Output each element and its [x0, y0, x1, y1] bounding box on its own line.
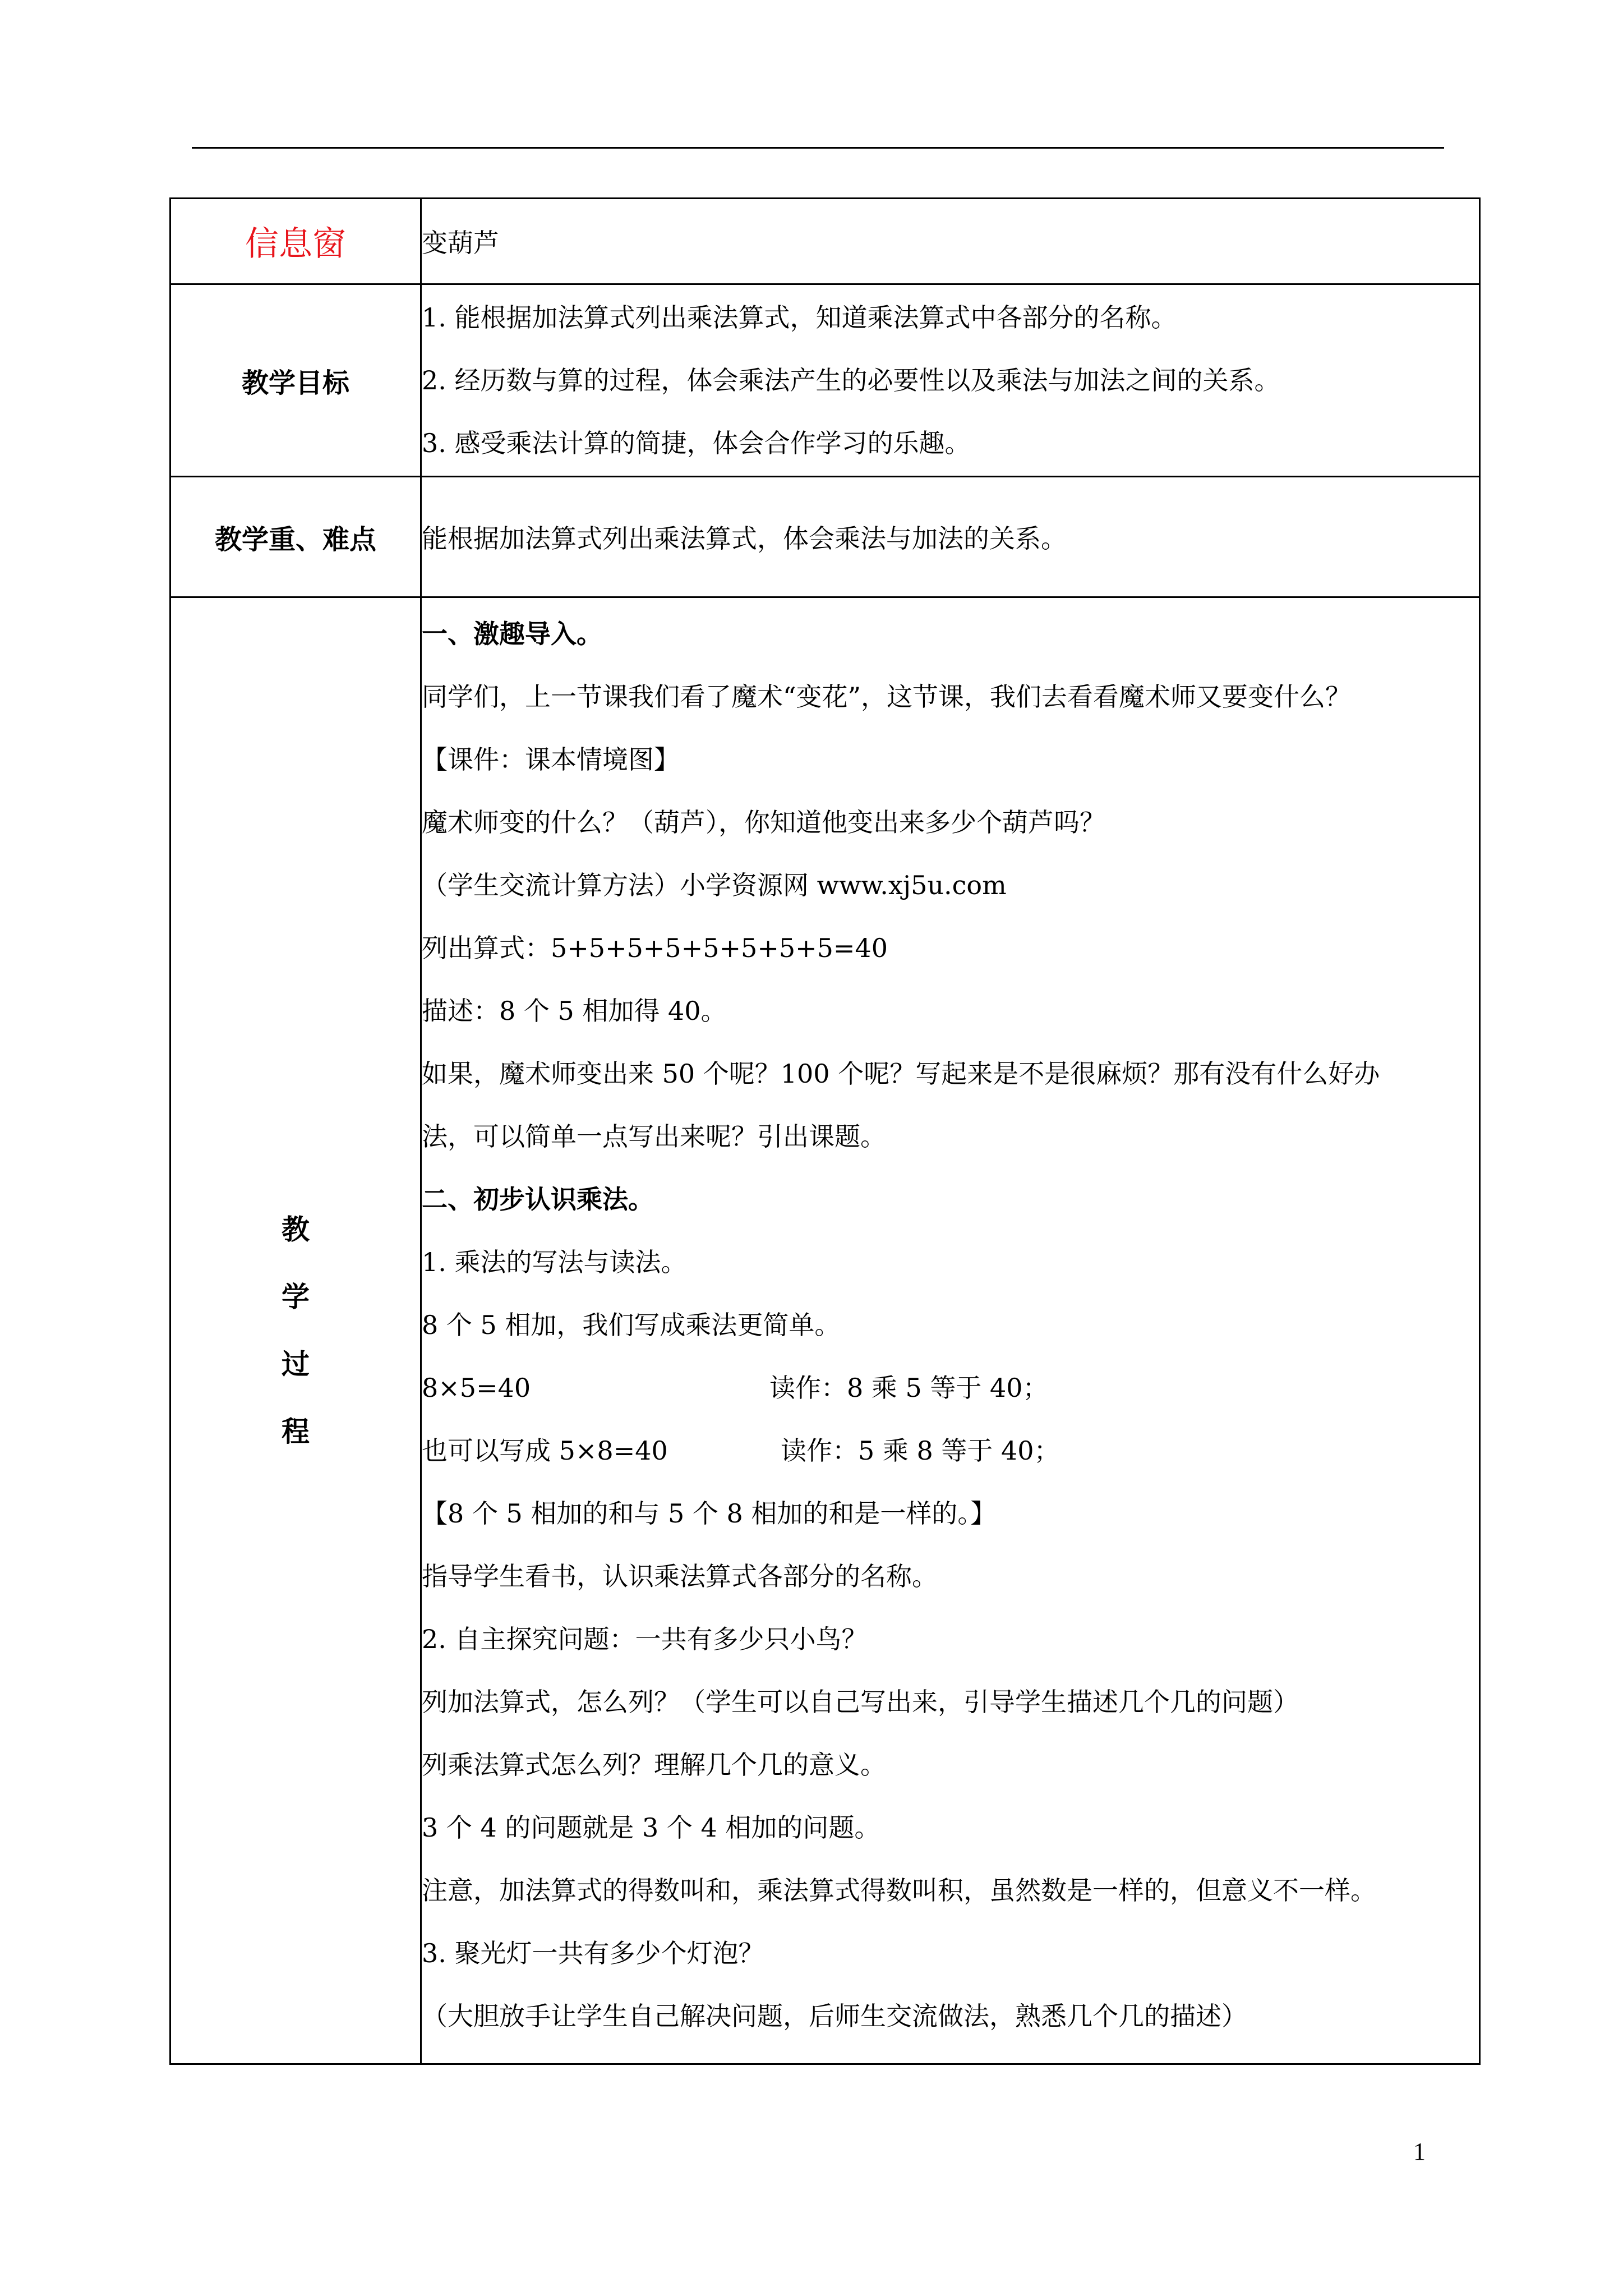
formula-line — [422, 1356, 1479, 1419]
process-line: 【8 个 5 相加的和与 5 个 8 相加的和是一样的。】 — [422, 1498, 997, 1529]
process-line: 魔术师变的什么？（葫芦），你知道他变出来多少个葫芦吗？ — [422, 807, 1105, 838]
title-value-cell — [421, 199, 1480, 284]
title-label: 信息窗 — [245, 224, 346, 264]
formula-reading: 读作：5 乘 8 等于 40； — [781, 1435, 1060, 1466]
process-line: 2. 自主探究问题：一共有多少只小鸟？ — [422, 1624, 868, 1654]
key-points-text: 能根据加法算式列出乘法算式，体会乘法与加法的关系。 — [422, 523, 1067, 554]
formula-reading: 读作：8 乘 5 等于 40； — [769, 1373, 1049, 1403]
process-label-char: 程 — [282, 1415, 310, 1448]
formula: 8×5=40 — [422, 1373, 531, 1403]
process-line: 列出算式：5+5+5+5+5+5+5+5=40 — [422, 933, 888, 963]
key-points-row — [170, 477, 1480, 597]
formula-line — [422, 1419, 1479, 1482]
process-cell — [421, 597, 1480, 2064]
process-line: 注意，加法算式的得数叫和，乘法算式得数叫积，虽然数是一样的，但意义不一样。 — [422, 1875, 1376, 1906]
header-rule — [192, 147, 1444, 149]
process-line: 同学们，上一节课我们看了魔术“变花”，这节课，我们去看看魔术师又要变什么？ — [422, 682, 1352, 712]
process-line: 描述：8 个 5 相加得 40。 — [422, 996, 727, 1026]
goal-item: 2. 经历数与算的过程，体会乘法产生的必要性以及乘法与加法之间的关系。 — [422, 365, 1280, 395]
goals-label: 教学目标 — [170, 284, 421, 477]
process-line: 1. 乘法的写法与读法。 — [422, 1247, 687, 1277]
process-line: 3 个 4 的问题就是 3 个 4 相加的问题。 — [422, 1812, 880, 1843]
goal-item: 3. 感受乘法计算的简捷，体会合作学习的乐趣。 — [422, 428, 971, 458]
process-line: 法，可以简单一点写出来呢？引出课题。 — [422, 1121, 886, 1152]
process-row — [170, 597, 1480, 2064]
title-row — [170, 199, 1480, 284]
process-line: 3. 聚光灯一共有多少个灯泡？ — [422, 1938, 764, 1968]
lesson-plan-table — [169, 197, 1481, 2065]
page-number: 1 — [1413, 2138, 1426, 2165]
process-label-char: 过 — [282, 1347, 310, 1381]
section-heading: 一、激趣导入。 — [422, 619, 602, 649]
process-label-char: 学 — [282, 1280, 310, 1313]
process-line: 8 个 5 相加，我们写成乘法更简单。 — [422, 1310, 841, 1340]
goals-row — [170, 284, 1480, 477]
process-line: 如果，魔术师变出来 50 个呢？100 个呢？写起来是不是很麻烦？那有没有什么好办 — [422, 1059, 1380, 1089]
process-label-cell — [170, 597, 421, 2064]
section-heading: 二、初步认识乘法。 — [422, 1184, 654, 1214]
process-line: 指导学生看书，认识乘法算式各部分的名称。 — [422, 1561, 938, 1591]
process-line: 列乘法算式怎么列？理解几个几的意义。 — [422, 1750, 886, 1780]
formula: 也可以写成 5×8=40 — [422, 1435, 668, 1466]
process-line: 【课件：课本情境图】 — [422, 744, 680, 775]
process-label-char: 教 — [282, 1213, 310, 1246]
process-label — [171, 1210, 420, 1451]
key-points-label: 教学重、难点 — [170, 477, 421, 597]
process-line: （大胆放手让学生自己解决问题，后师生交流做法，熟悉几个几的描述） — [422, 2001, 1247, 2031]
process-line: （学生交流计算方法）小学资源网 www.xj5u.com — [422, 870, 1007, 900]
key-points-cell — [421, 477, 1480, 597]
lesson-title: 变葫芦 — [422, 228, 499, 258]
goals-cell — [421, 284, 1480, 477]
title-label-cell — [170, 199, 421, 284]
process-line: 列加法算式，怎么列？（学生可以自己写出来，引导学生描述几个几的问题） — [422, 1687, 1299, 1717]
goal-item: 1. 能根据加法算式列出乘法算式，知道乘法算式中各部分的名称。 — [422, 302, 1177, 333]
